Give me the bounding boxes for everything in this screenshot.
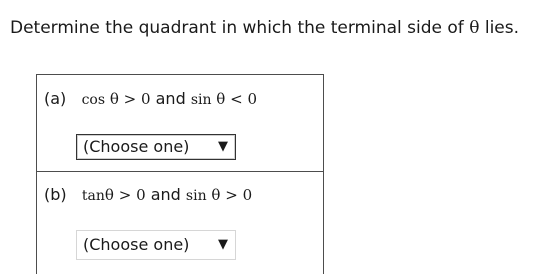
- part-b-condition-2: sin θ > 0: [185, 186, 253, 204]
- theta-symbol: θ: [469, 18, 480, 38]
- question-prompt: [10, 18, 519, 38]
- part-a-condition: [44, 89, 257, 108]
- answer-box: [36, 74, 324, 274]
- part-b-joiner: and: [150, 185, 181, 204]
- part-a-condition-1: cos θ > 0: [81, 90, 151, 108]
- part-a-joiner: and: [155, 89, 186, 108]
- part-b-dropdown-value: (Choose one): [83, 235, 190, 254]
- part-divider: [37, 171, 323, 172]
- part-b-condition-1: tanθ > 0: [81, 186, 146, 204]
- dropdown-arrow-icon: ▼: [218, 237, 228, 252]
- part-b-label: (b): [44, 185, 67, 204]
- prompt-text-after: lies.: [479, 18, 520, 38]
- dropdown-arrow-icon: ▼: [218, 139, 228, 154]
- part-b-condition: [44, 185, 252, 204]
- part-b-quadrant-dropdown[interactable]: [76, 230, 236, 260]
- part-a-quadrant-dropdown[interactable]: [76, 134, 236, 160]
- part-a-condition-2: sin θ < 0: [190, 90, 258, 108]
- prompt-text-before: Determine the quadrant in which the terminal side of: [10, 18, 470, 38]
- part-a-label: (a): [44, 89, 67, 108]
- part-a-dropdown-value: (Choose one): [83, 137, 190, 156]
